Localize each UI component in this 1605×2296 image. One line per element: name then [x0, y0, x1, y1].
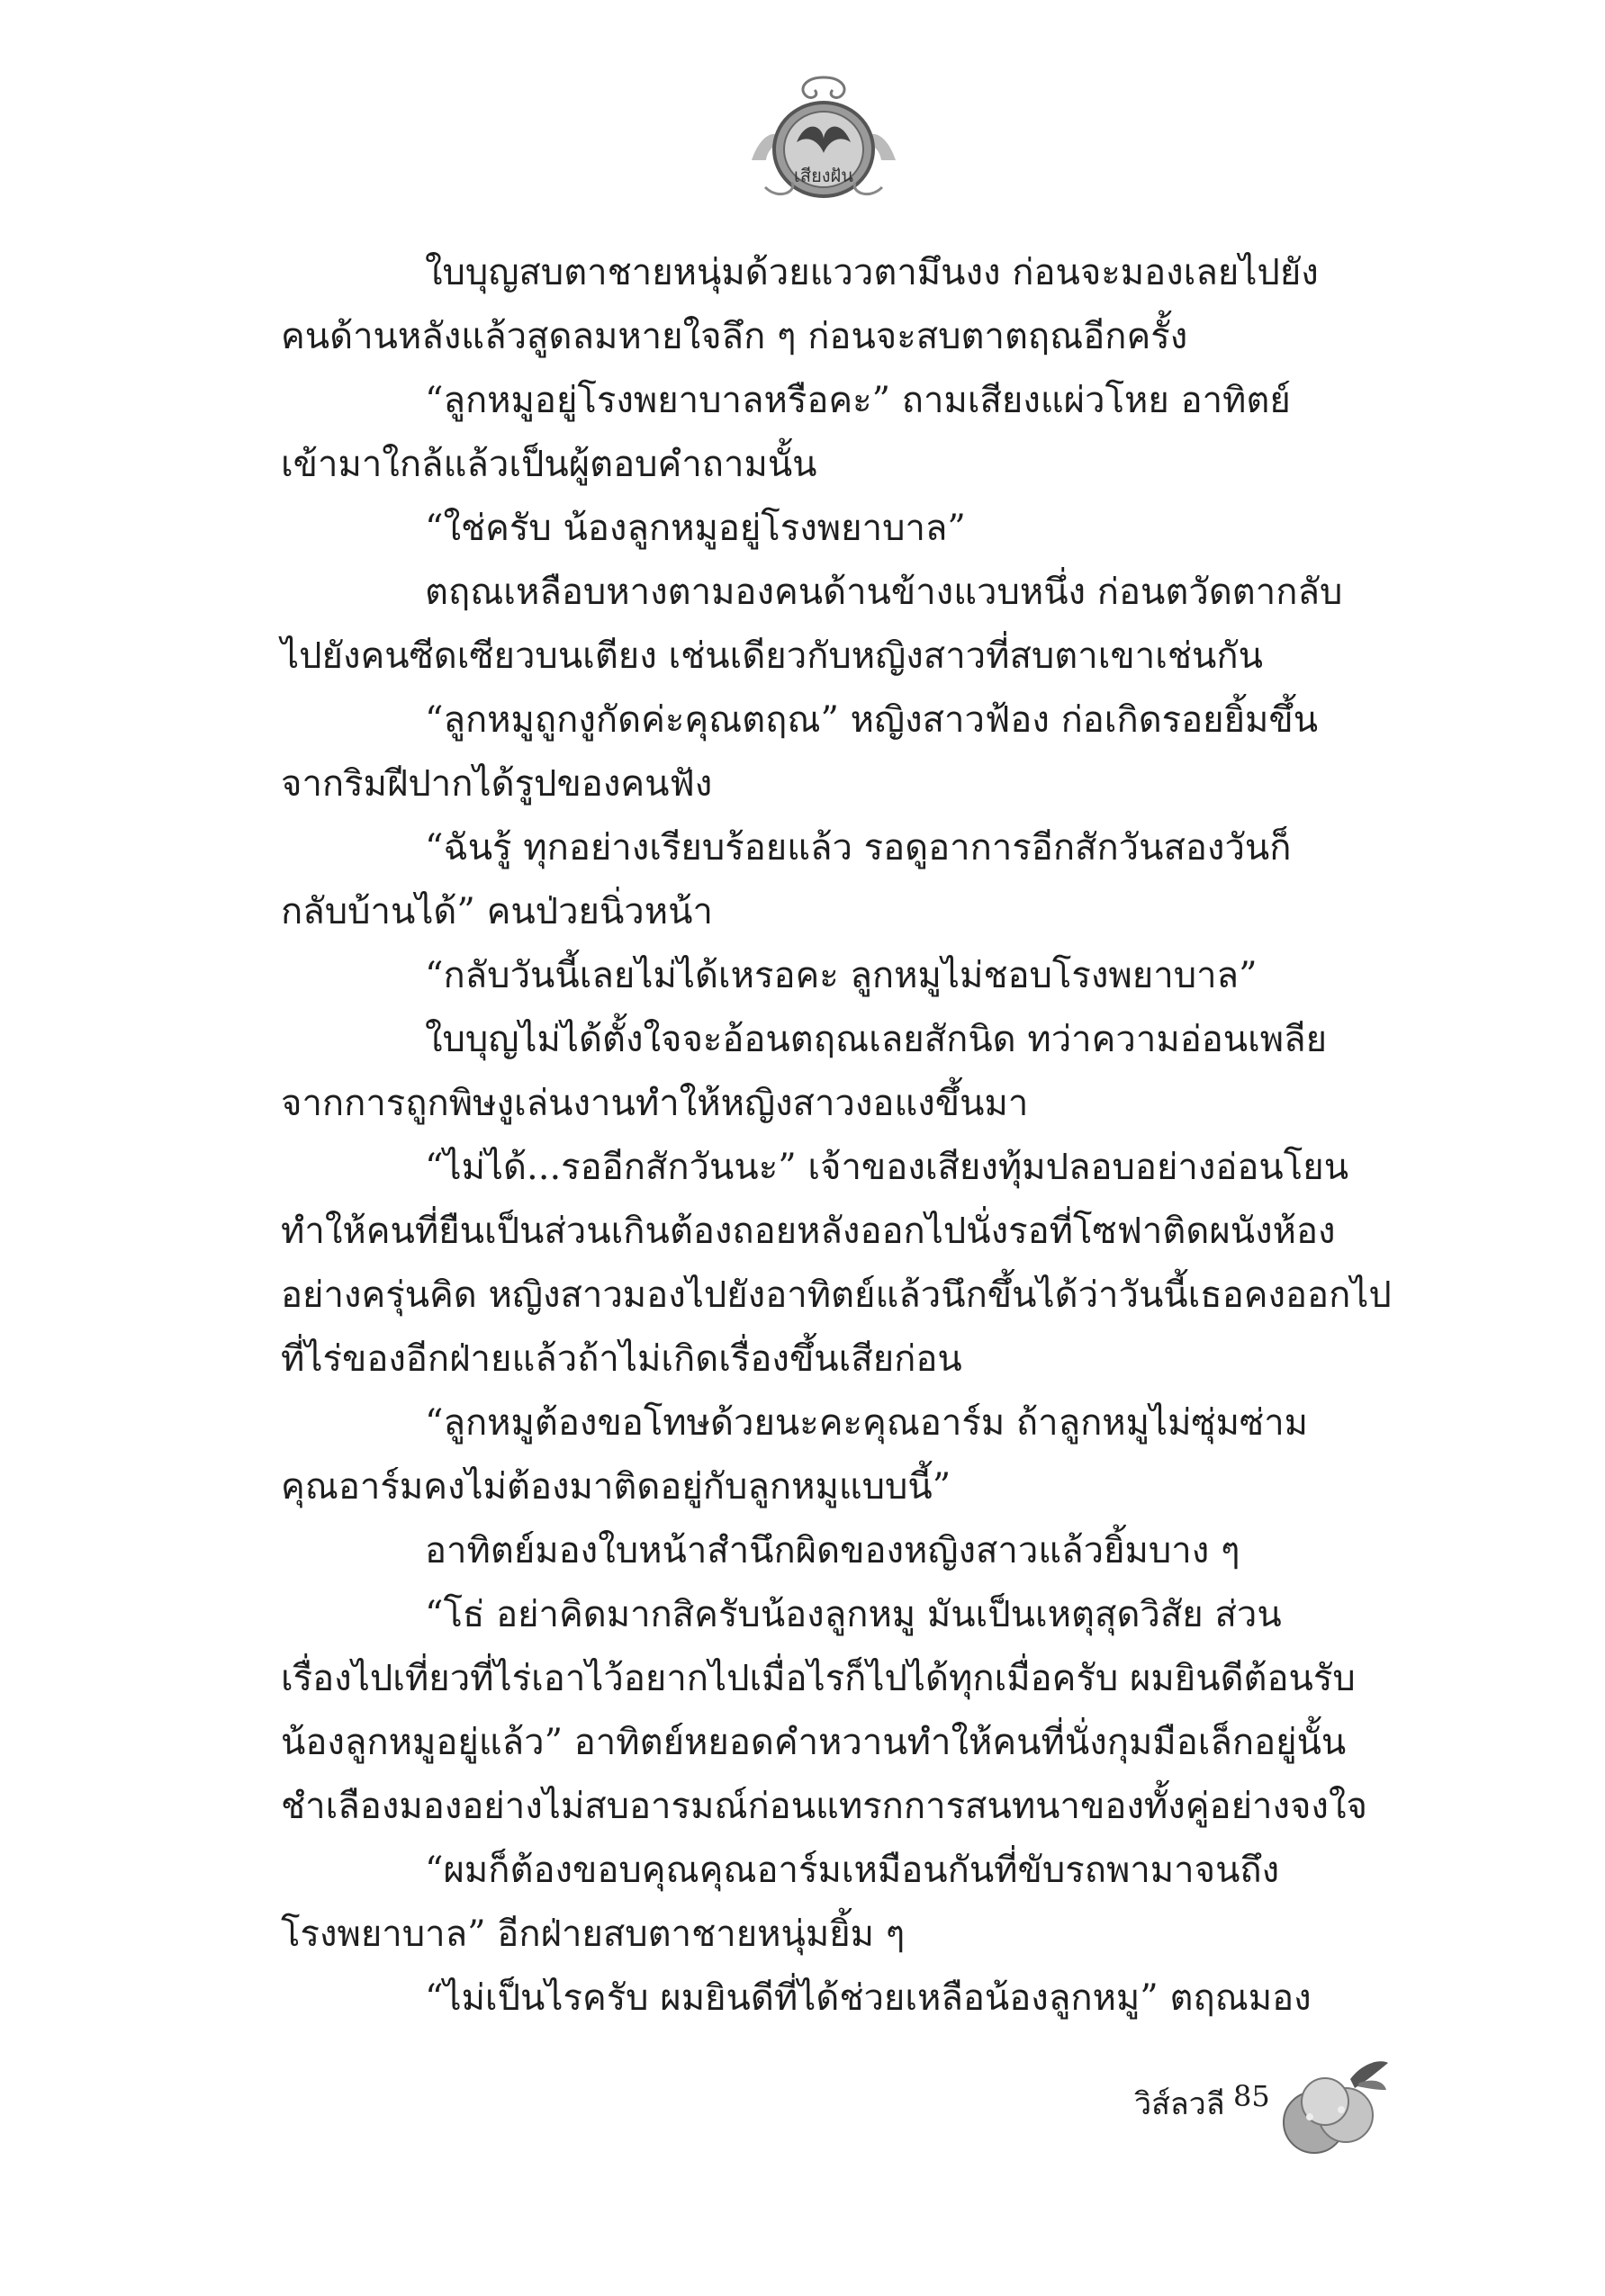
svg-text:เสียงฝัน: เสียงฝัน — [794, 165, 853, 186]
text-line: “ใช่ครับ น้องลูกหมูอยู่โรงพยาบาล” — [425, 508, 966, 549]
text-line: คุณอาร์มคงไม่ต้องมาติดอยู่กับลูกหมูแบบนี้” — [281, 1466, 951, 1508]
text-line: “กลับวันนี้เลยไม่ได้เหรอคะ ลูกหมูไม่ชอบโรงพยาบาล” — [425, 955, 1258, 996]
page-footer — [1080, 2052, 1404, 2178]
body-text — [281, 241, 1406, 2030]
text-line: น้องลูกหมูอยู่แล้ว” อาทิตย์หยอดคำหวานทำให้คนที่นั่งกุมมือเล็กอยู่นั้น — [281, 1722, 1347, 1763]
text-line: ทำให้คนที่ยืนเป็นส่วนเกินต้องถอยหลังออกไปนั่งรอที่โซฟาติดผนังห้อง — [281, 1211, 1336, 1252]
text-line: ใบบุญไม่ได้ตั้งใจจะอ้อนตฤณเลยสักนิด ทว่าความอ่อนเพลีย — [425, 1019, 1328, 1060]
text-line: “ฉันรู้ ทุกอย่างเรียบร้อยแล้ว รอดูอาการอีกสักวันสองวันก็ — [425, 827, 1292, 869]
header-emblem-logo — [743, 70, 905, 205]
text-line: “ไม่เป็นไรครับ ผมยินดีที่ได้ช่วยเหลือน้องลูกหมู” ตฤณมอง — [425, 1977, 1312, 2019]
text-line: ใบบุญสบตาชายหนุ่มด้วยแววตามึนงง ก่อนจะมองเลยไปยัง — [425, 252, 1319, 293]
text-line: เรื่องไปเที่ยวที่ไร่เอาไว้อยากไปเมื่อไรก็ไปได้ทุกเมื่อครับ ผมยินดีต้อนรับ — [281, 1658, 1356, 1699]
text-line: เข้ามาใกล้แล้วเป็นผู้ตอบคำถามนั้น — [281, 444, 817, 485]
text-line: อย่างครุ่นคิด หญิงสาวมองไปยังอาทิตย์แล้วนึกขึ้นได้ว่าวันนี้เธอคงออกไป — [281, 1274, 1392, 1316]
text-line: ที่ไร่ของอีกฝ่ายแล้วถ้าไม่เกิดเรื่องขึ้นเสียก่อน — [281, 1338, 962, 1380]
text-line: “ลูกหมูถูกงูกัดค่ะคุณตฤณ” หญิงสาวฟ้อง ก่อเกิดรอยยิ้มขึ้น — [425, 699, 1319, 741]
text-line: “ผมก็ต้องขอบคุณคุณอาร์มเหมือนกันที่ขับรถพามาจนถึง — [425, 1850, 1280, 1891]
text-line: จากริมฝีปากได้รูปของคนฟัง — [281, 763, 713, 805]
text-line: ตฤณเหลือบหางตามองคนด้านข้างแวบหนึ่ง ก่อนตวัดตากลับ — [425, 572, 1343, 613]
footer-book-title: วิส์ลวลี — [1134, 2086, 1225, 2122]
text-line: อาทิตย์มองใบหน้าสำนึกผิดของหญิงสาวแล้วยิ้มบาง ๆ — [425, 1530, 1240, 1571]
text-line: “ไม่ได้...รออีกสักวันนะ” เจ้าของเสียงทุ้มปลอบอย่างอ่อนโยน — [425, 1147, 1349, 1188]
text-line: “ลูกหมูต้องขอโทษด้วยนะคะคุณอาร์ม ถ้าลูกหมูไม่ซุ่มซ่าม — [425, 1402, 1309, 1444]
fruit-icon — [1269, 2052, 1395, 2160]
text-line: ชำเลืองมองอย่างไม่สบอารมณ์ก่อนแทรกการสนทนาของทั้งคู่อย่างจงใจ — [281, 1786, 1367, 1827]
text-line: คนด้านหลังแล้วสูดลมหายใจลึก ๆ ก่อนจะสบตาตฤณอีกครั้ง — [281, 316, 1188, 357]
text-line: “ลูกหมูอยู่โรงพยาบาลหรือคะ” ถามเสียงแผ่วโหย อาทิตย์ — [425, 380, 1291, 421]
text-line: “โธ่ อย่าคิดมากสิครับน้องลูกหมู มันเป็นเหตุสุดวิสัย ส่วน — [425, 1594, 1282, 1635]
text-line: ไปยังคนซีดเซียวบนเตียง เช่นเดียวกับหญิงสาวที่สบตาเขาเช่นกัน — [281, 635, 1263, 677]
page-number: 85 — [1233, 2079, 1270, 2113]
text-line: จากการถูกพิษงูเล่นงานทำให้หญิงสาวงอแงขึ้นมา — [281, 1083, 1029, 1124]
text-line: กลับบ้านได้” คนป่วยนิ่วหน้า — [281, 891, 713, 932]
text-line: โรงพยาบาล” อีกฝ่ายสบตาชายหนุ่มยิ้ม ๆ — [281, 1913, 906, 1955]
